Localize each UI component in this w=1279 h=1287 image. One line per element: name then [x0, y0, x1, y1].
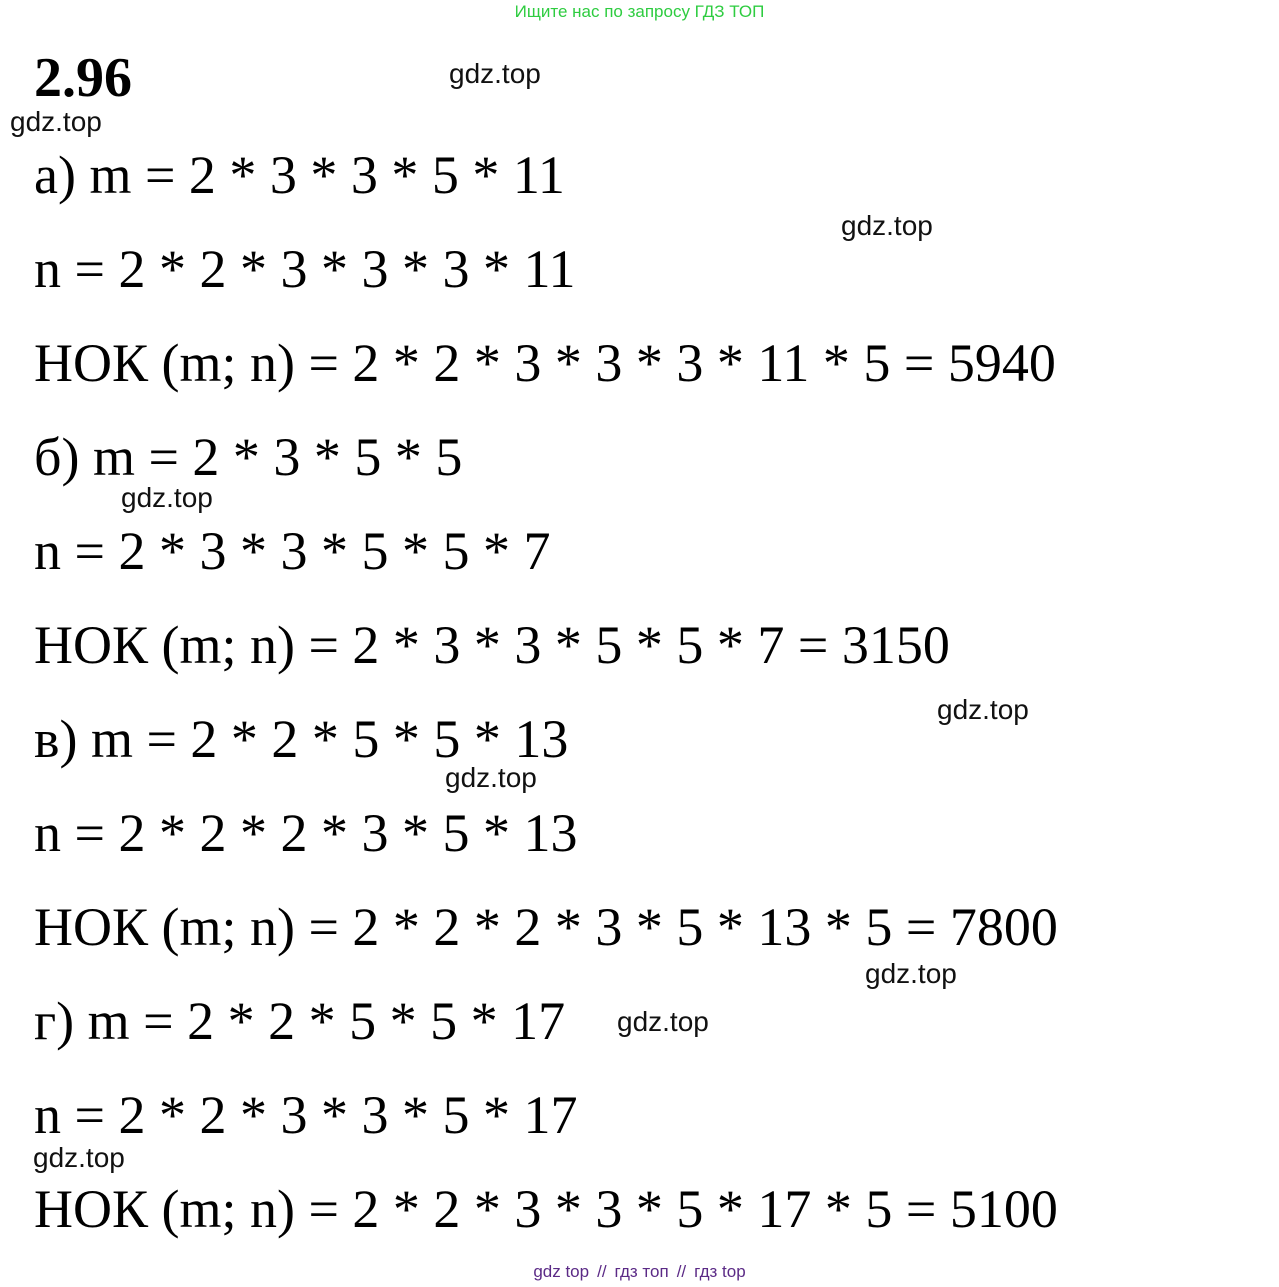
footer-links	[0, 1261, 1279, 1283]
watermark: gdz.top	[841, 210, 933, 241]
watermark: gdz.top	[449, 58, 541, 89]
watermark: gdz.top	[121, 482, 213, 513]
solution-line-v-m: в) m = 2 * 2 * 5 * 5 * 13	[34, 709, 569, 769]
watermark: gdz.top	[33, 1142, 125, 1173]
solution-line-b-m: б) m = 2 * 3 * 5 * 5	[34, 427, 463, 487]
solution-line-a-lcm: НОК (m; n) = 2 * 2 * 3 * 3 * 3 * 11 * 5 = 5940	[34, 333, 1056, 393]
solution-line-g-n: n = 2 * 2 * 3 * 3 * 5 * 17	[34, 1085, 578, 1145]
solution-line-g-m: г) m = 2 * 2 * 5 * 5 * 17	[34, 991, 566, 1051]
footer-separator: //	[597, 1262, 607, 1281]
watermark: gdz.top	[617, 1006, 709, 1037]
problem-number: 2.96	[34, 47, 132, 109]
top-banner: Ищите нас по запросу ГДЗ ТОП	[514, 2, 765, 21]
solution-line-a-m: а) m = 2 * 3 * 3 * 5 * 11	[34, 145, 565, 205]
footer-link-gdz-top-ru[interactable]: гдз топ	[614, 1262, 669, 1281]
solution-line-g-lcm: НОК (m; n) = 2 * 2 * 3 * 3 * 5 * 17 * 5 = 5100	[34, 1179, 1058, 1239]
solution-line-v-n: n = 2 * 2 * 2 * 3 * 5 * 13	[34, 803, 578, 863]
footer-separator: //	[676, 1262, 687, 1281]
footer-link-gdz-top[interactable]: gdz top	[533, 1262, 590, 1281]
watermark: gdz.top	[10, 106, 102, 137]
watermark: gdz.top	[445, 762, 537, 793]
watermark: gdz.top	[937, 694, 1029, 725]
solution-line-b-lcm: НОК (m; n) = 2 * 3 * 3 * 5 * 5 * 7 = 3150	[34, 615, 950, 675]
solution-line-v-lcm: НОК (m; n) = 2 * 2 * 2 * 3 * 5 * 13 * 5 = 7800	[34, 897, 1058, 957]
footer-link-gdz-top-mixed[interactable]: гдз top	[694, 1262, 746, 1281]
watermark: gdz.top	[865, 958, 957, 989]
solution-line-a-n: n = 2 * 2 * 3 * 3 * 3 * 11	[34, 239, 576, 299]
solution-line-b-n: n = 2 * 3 * 3 * 5 * 5 * 7	[34, 521, 551, 581]
